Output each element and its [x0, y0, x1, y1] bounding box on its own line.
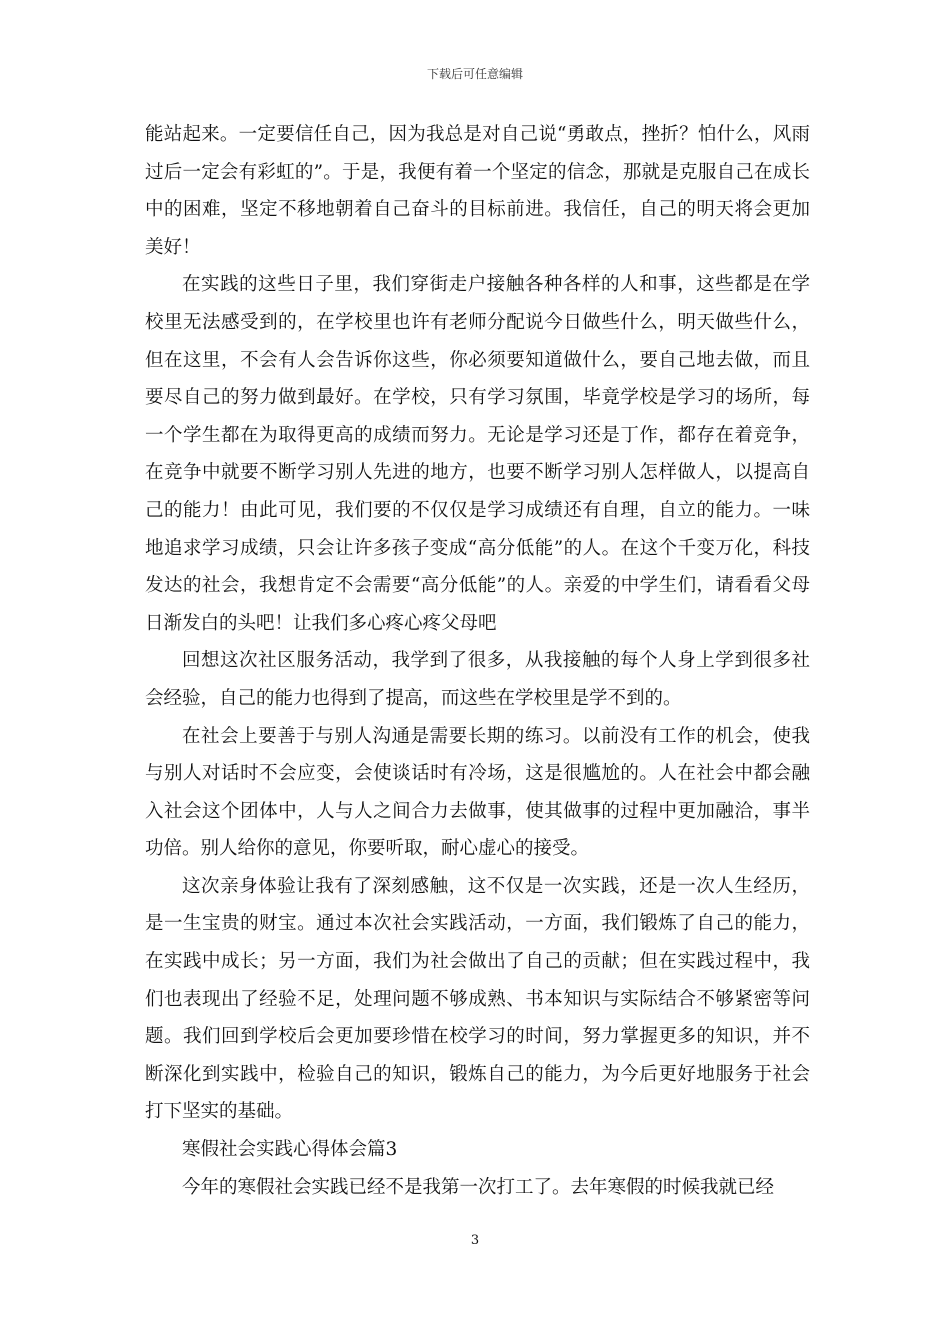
- paragraph-3: 回想这次社区服务活动，我学到了很多，从我接触的每个人身上学到很多社会经验，自己的能力也得到了提高，而这些在学校里是学不到的。: [145, 650, 810, 709]
- paragraph-1: 能站起来。一定要信任自己，因为我总是对自己说“勇敢点，挫折？怕什么，风雨过后一定会有彩虹的”。于是，我便有着一个坚定的信念，那就是克服自己在成长中的困难，坚定不移地朝着自己奋斗的目标前进。我信任，自己的明天将会更加美好！: [145, 124, 810, 258]
- document-body: [145, 116, 810, 1206]
- paragraph-5: 这次亲身体验让我有了深刻感触，这不仅是一次实践，还是一次人生经历，是一生宝贵的财宝。通过本次社会实践活动，一方面，我们锻炼了自己的能力，在实践中成长；另一方面，我们为社会做出了自己的贡献；但在实践过程中，我们也表现出了经验不足，处理问题不够成熟、书本知识与实际结合不够紧密等问题。我们回到学校后会更加要珍惜在校学习的时间，努力掌握更多的知识，并不断深化到实践中，检验自己的知识，锻炼自己的能力，为今后更好地服务于社会打下坚实的基础。: [145, 875, 810, 1123]
- paragraph-6: 今年的寒假社会实践已经不是我第一次打工了。去年寒假的时候我就已经: [182, 1176, 775, 1198]
- page-header: 下载后可任意编辑: [426, 67, 523, 81]
- section-heading: 寒假社会实践心得体会篇3: [182, 1139, 398, 1161]
- page-number: 3: [470, 1233, 480, 1248]
- paragraph-2: 在实践的这些日子里，我们穿街走户接触各种各样的人和事，这些都是在学校里无法感受到的，在学校里也许有老师分配说今日做些什么，明天做些什么，但在这里，不会有人会告诉你这些，你必须要知道做什么，要自己地去做，而且要尽自己的努力做到最好。在学校，只有学习氛围，毕竟学校是学习的场所，每一个学生都在为取得更高的成绩而努力。无论是学习还是丁作，都存在着竞争，在竞争中就要不断学习别人先进的地方，也要不断学习别人怎样做人，以提高自己的能力！由此可见，我们要的不仅仅是学习成绩还有自理，自立的能力。一味地追求学习成绩，只会让许多孩子变成“高分低能”的人。在这个千变万化，科技发达的社会，我想肯定不会需要“高分低能”的人。亲爱的中学生们，请看看父母日渐发白的头吧！让我们多心疼心疼父母吧: [145, 274, 810, 634]
- paragraph-4: 在社会上要善于与别人沟通是需要长期的练习。以前没有工作的机会，使我与别人对话时不会应变，会使谈话时有冷场，这是很尴尬的。人在社会中都会融入社会这个团体中，人与人之间合力去做事，使其做事的过程中更加融洽，事半功倍。别人给你的意见，你要听取，耐心虚心的接受。: [145, 725, 810, 860]
